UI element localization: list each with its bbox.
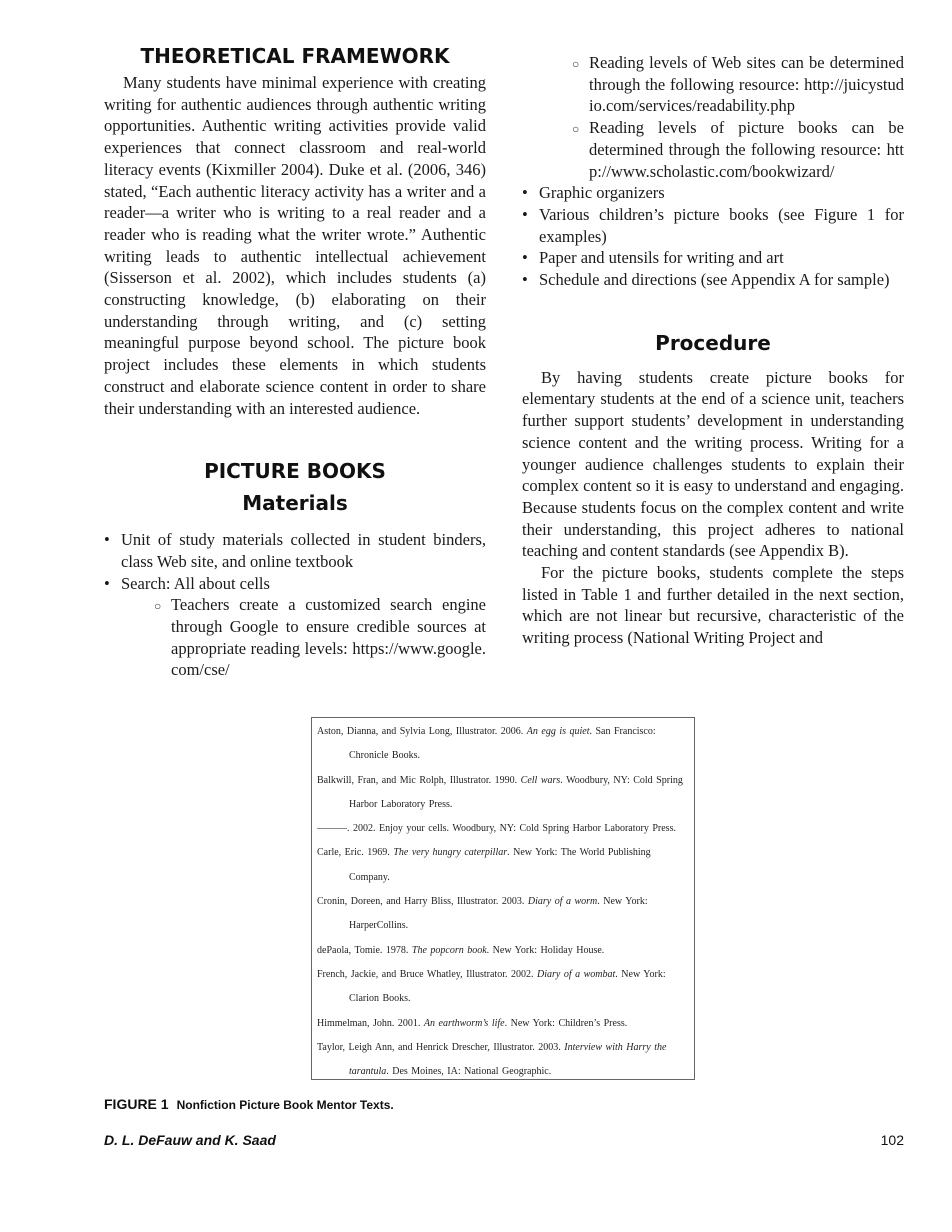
- right-column: [522, 52, 904, 649]
- reference-entry: dePaola, Tomie. 1978. The popcorn book. New York: Holiday House.: [317, 944, 605, 956]
- reference-title: Diary of a worm: [527, 896, 598, 908]
- figure-title: Nonfiction Picture Book Mentor Texts.: [176, 1098, 394, 1112]
- procedure-paragraph-2: For the picture books, students complete the steps listed in Table 1 and further detailed in the next section, which are not linear but recursive, characteristic of the writing process (National Writing Project and: [522, 563, 904, 648]
- theoretical-framework-heading: THEORETICAL FRAMEWORK: [140, 44, 450, 68]
- reference-entry: Carle, Eric. 1969. The very hungry caterpillar. New York: The World Publishing Company.: [317, 847, 651, 883]
- materials-list: [104, 529, 486, 594]
- figure-label: FIGURE 1: [104, 1096, 169, 1112]
- reference-title: The very hungry caterpillar: [393, 847, 508, 859]
- procedure-heading: Procedure: [655, 330, 771, 355]
- reference-title: An egg is quiet: [526, 726, 590, 737]
- materials-item-binders: • Unit of study materials collected in student binders, class Web site, and online textbook: [104, 529, 486, 572]
- web-readability-sub-item: [572, 52, 904, 117]
- figure-1-reference-box: [311, 717, 695, 1080]
- theoretical-framework-paragraph: Many students have minimal experience with creating writing for authentic audiences through authentic writing opportunities. Authentic writing activities provide valid experiences that connect classroom and real-world literacy events (Kixmiller 2004). Duke et al. (2006, 346) stated, “Each authentic literacy activity has a writer and a reader—a writer who is writing to a real reader and a reader who is reading what the writer wrote.” Authentic writing leads to authentic intellectual achievement (Sisserson et al. 2002), which includes students (a) constructing knowledge, (b) elaborating on their understanding through writing, and (c) setting meaningful purpose beyond school. The picture book project includes these elements in which students construct and elaborate science content in order to share their understanding with an interested audience.: [104, 73, 486, 418]
- materials-list-continued: [522, 182, 904, 291]
- picture-book-levels-text: Reading levels of picture books can be determined through the following resource:: [589, 118, 904, 159]
- reference-title: Cell wars: [520, 774, 561, 786]
- procedure-paragraph-1: By having students create picture books for elementary students at the end of a science unit, teachers further support students’ development in understanding science content and the writing process. Writing for a younger audience challenges students to explain their complex content so it is easy to understand and engaging. Because students focus on the complex content and write their understanding, this project adheres to national teaching and content standards (see Appendix B).: [522, 367, 904, 561]
- materials-item-paper: • Paper and utensils for writing and art: [522, 247, 904, 269]
- left-column: [104, 40, 486, 681]
- reference-entry: French, Jackie, and Bruce Whatley, Illustrator. 2002. Diary of a wombat. New York: Clarion Books.: [317, 968, 666, 1005]
- web-readability-text: Reading levels of Web sites can be determined through the following resource:: [589, 53, 904, 94]
- figure-caption: [104, 1096, 394, 1114]
- hollow-circle-bullet-icon: ○: [154, 599, 162, 614]
- reference-entry: Balkwill, Fran, and Mic Rolph, Illustrator. 1990. Cell wars. Woodbury, NY: Cold Spring Harbor Laboratory Press.: [317, 774, 683, 810]
- page-number: 102: [880, 1132, 904, 1148]
- juicystudio-link[interactable]: http://juicystudio.com/services/readability.php: [589, 74, 904, 116]
- hollow-circle-bullet-icon: ○: [572, 57, 580, 71]
- materials-item-picture-books: • Various children’s picture books (see Figure 1 for examples): [522, 204, 904, 247]
- materials-heading: Materials: [242, 491, 348, 516]
- materials-item-graphic-organizers: • Graphic organizers: [522, 182, 904, 204]
- reference-title: An earthworm’s life: [423, 1017, 505, 1029]
- footer-authors: D. L. DeFauw and K. Saad: [104, 1132, 276, 1148]
- hollow-circle-bullet-icon: ○: [572, 122, 580, 137]
- materials-item-schedule: • Schedule and directions (see Appendix A for sample): [522, 269, 904, 291]
- scholastic-link[interactable]: http://www.scholastic.com/bookwizard/: [589, 139, 904, 181]
- picture-books-heading: PICTURE BOOKS: [204, 459, 386, 484]
- materials-item-search: • Search: All about cells: [104, 573, 486, 595]
- reference-title: Interview with Harry the tarantula: [349, 1041, 667, 1078]
- reference-title: Diary of a wombat: [537, 968, 616, 980]
- reference-title: The popcorn book: [411, 944, 487, 956]
- google-cse-link[interactable]: https://www.google.com/cse/: [171, 638, 486, 680]
- search-engine-text: Teachers create a customized search engine through Google to ensure credible sources at appropriate reading levels:: [171, 595, 486, 658]
- reference-entry: Aston, Dianna, and Sylvia Long, Illustrator. 2006. An egg is quiet. San Francisco: Chronicle Books.: [317, 726, 656, 762]
- reference-entry: Cronin, Doreen, and Harry Bliss, Illustrator. 2003. Diary of a worm. New York: HarperCollins.: [317, 896, 648, 932]
- search-engine-sub-item: [154, 594, 486, 681]
- reference-entry: ———. 2002. Enjoy your cells. Woodbury, NY: Cold Spring Harbor Laboratory Press.: [317, 823, 676, 835]
- picture-book-levels-sub-item: [572, 117, 904, 182]
- reference-entry: Himmelman, John. 2001. An earthworm’s life. New York: Children’s Press.: [317, 1017, 628, 1029]
- reference-entry: Taylor, Leigh Ann, and Henrick Drescher, Illustrator. 2003. Interview with Harry the tarantula. Des Moines, IA: National Geographic.: [317, 1041, 667, 1078]
